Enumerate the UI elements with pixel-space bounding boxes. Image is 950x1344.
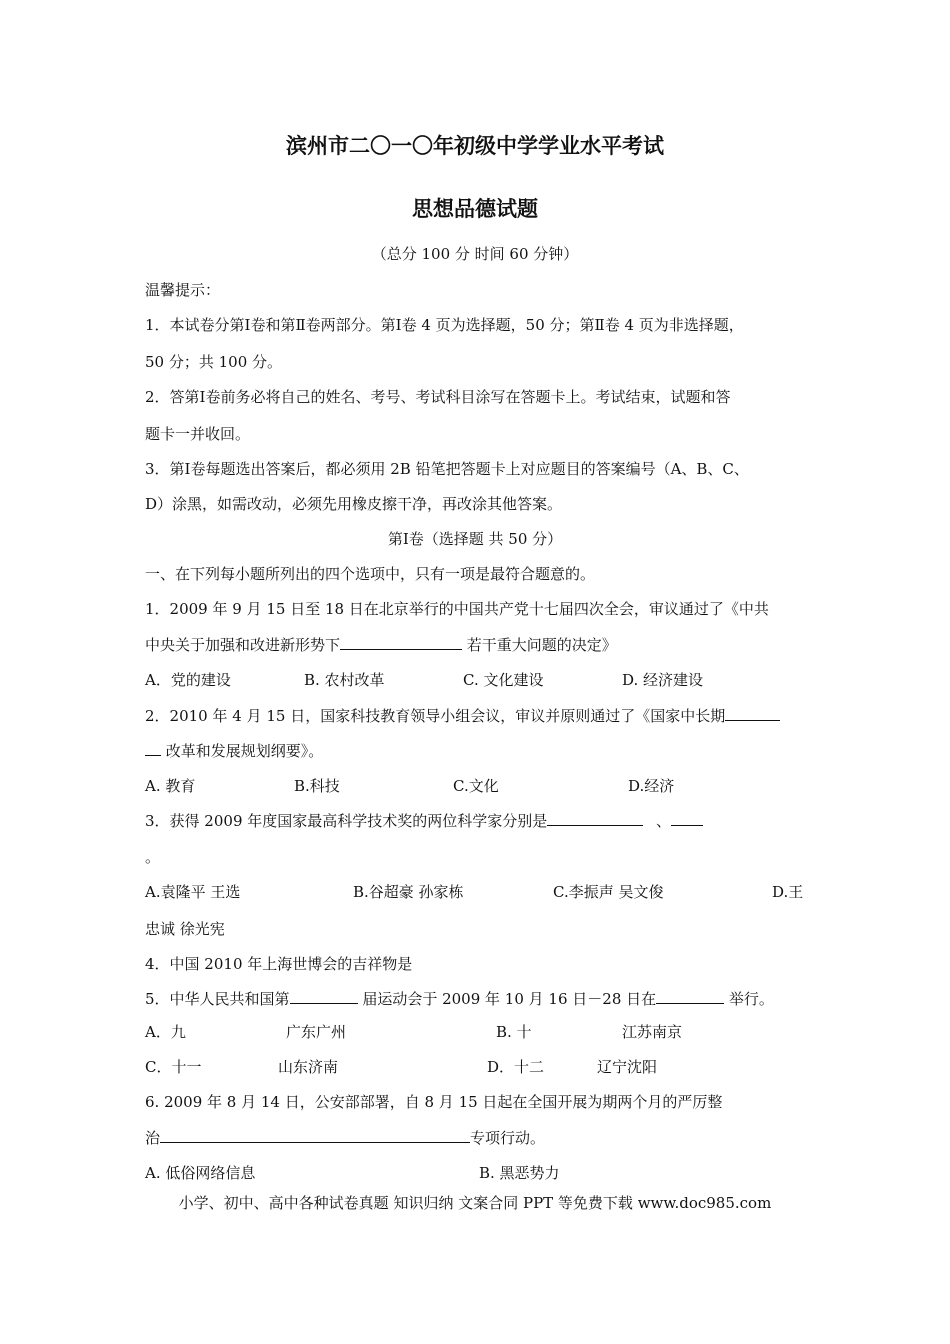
q6-stem-line-1: 6. 2009 年 8 月 14 日，公安部部署，自 8 月 15 日起在全国开展为期两个月的严厉整 bbox=[145, 1093, 723, 1111]
section-instruction: 一、在下列每小题所列出的四个选项中，只有一项是最符合题意的。 bbox=[145, 565, 596, 583]
q6-option-b: B. 黑恶势力 bbox=[479, 1164, 560, 1182]
tip-2-line-1: 2．答第Ⅰ卷前务必将自己的姓名、考号、考试科目涂写在答题卡上。考试结束，试题和答 bbox=[145, 388, 731, 406]
q1-option-a: A．党的建设 bbox=[145, 671, 231, 689]
q4-stem: 4．中国 2010 年上海世博会的吉祥物是 bbox=[145, 955, 413, 973]
q5-stem-mid: 届运动会于 2009 年 10 月 16 日－28 日在 bbox=[357, 990, 657, 1008]
q2-stem-text: 2．2010 年 4 月 15 日，国家科技教育领导小组会议，审议并原则通过了《国家中长期 bbox=[145, 707, 726, 725]
q6-blank bbox=[160, 1128, 470, 1143]
q5-stem-tail: 举行。 bbox=[724, 990, 774, 1008]
q5-option-a-place: 广东广州 bbox=[286, 1023, 347, 1041]
q3-blank-b bbox=[671, 811, 703, 826]
q3-option-d-cont: 忠诚 徐光宪 bbox=[145, 920, 225, 938]
q6-stem-tail: 专项行动。 bbox=[470, 1129, 546, 1147]
tip-3-line-2: D）涂黑，如需改动，必须先用橡皮擦干净，再改涂其他答案。 bbox=[145, 495, 563, 513]
tip-1-line-2: 50 分；共 100 分。 bbox=[145, 353, 283, 371]
q1-stem-text: 中央关于加强和改进新形势下 bbox=[145, 636, 341, 654]
q2-option-b: B.科技 bbox=[294, 777, 340, 795]
q5-option-c: C．十一 bbox=[145, 1058, 202, 1076]
q5-option-d-place: 辽宁沈阳 bbox=[597, 1058, 658, 1076]
q5-option-a: A．九 bbox=[145, 1023, 186, 1041]
q3-option-c: C.李振声 吴文俊 bbox=[553, 883, 664, 901]
q1-stem-tail: 若干重大问题的决定》 bbox=[462, 636, 617, 654]
q1-option-c: C. 文化建设 bbox=[463, 671, 544, 689]
q2-stem-line-1 bbox=[145, 706, 780, 726]
q6-stem-line-2 bbox=[145, 1128, 545, 1148]
q1-option-b: B. 农村改革 bbox=[304, 671, 385, 689]
q1-stem-line-1: 1．2009 年 9 月 15 日至 18 日在北京举行的中国共产党十七届四次全会，审议通过了《中共 bbox=[145, 600, 769, 618]
q3-option-d-start: D.王 bbox=[772, 883, 804, 901]
section-heading: 第Ⅰ卷（选择题 共 50 分） bbox=[387, 530, 563, 548]
q5-blank-b bbox=[656, 989, 724, 1004]
q5-option-c-place: 山东济南 bbox=[278, 1058, 339, 1076]
q3-period: 。 bbox=[145, 848, 161, 866]
q2-option-a: A. 教育 bbox=[145, 777, 196, 795]
q2-blank-b bbox=[145, 741, 161, 756]
q2-blank-a bbox=[725, 706, 780, 721]
q5-option-d: D．十二 bbox=[487, 1058, 545, 1076]
exam-subtitle: 思想品德试题 bbox=[412, 197, 538, 221]
exam-title: 滨州市二〇一〇年初级中学学业水平考试 bbox=[286, 134, 664, 158]
q1-stem-line-2 bbox=[145, 635, 617, 655]
q1-option-d: D. 经济建设 bbox=[622, 671, 704, 689]
tip-2-line-2: 题卡一并收回。 bbox=[145, 425, 251, 443]
q3-stem-text: 3．获得 2009 年度国家最高科学技术奖的两位科学家分别是 bbox=[145, 812, 548, 830]
q3-blank-a bbox=[547, 811, 643, 826]
exam-meta: （总分 100 分 时间 60 分钟） bbox=[371, 245, 579, 263]
q3-option-a: A.袁隆平 王选 bbox=[145, 883, 241, 901]
q3-option-b: B.谷超豪 孙家栋 bbox=[353, 883, 464, 901]
q5-stem-text: 5．中华人民共和国第 bbox=[145, 990, 290, 1008]
tip-3-line-1: 3．第Ⅰ卷每题选出答案后，都必须用 2B 铅笔把答题卡上对应题目的答案编号（A、B、C、 bbox=[145, 460, 749, 478]
tip-1-line-1: 1．本试卷分第Ⅰ卷和第Ⅱ卷两部分。第Ⅰ卷 4 页为选择题，50 分；第Ⅱ卷 4 页为非选择题， bbox=[145, 316, 744, 334]
q2-option-c: C.文化 bbox=[453, 777, 499, 795]
q3-separator: 、 bbox=[651, 812, 672, 830]
q1-blank bbox=[340, 635, 462, 650]
tips-heading: 温馨提示： bbox=[145, 281, 221, 299]
q2-stem-line-2 bbox=[145, 741, 323, 761]
q6-stem-text: 治 bbox=[145, 1129, 161, 1147]
q3-stem-line-1 bbox=[145, 811, 703, 831]
footer-text: 小学、初中、高中各种试卷真题 知识归纳 文案合同 PPT 等免费下载 www.doc985.com bbox=[178, 1194, 772, 1212]
q5-option-b: B. 十 bbox=[496, 1023, 532, 1041]
q2-option-d: D.经济 bbox=[628, 777, 675, 795]
q6-option-a: A. 低俗网络信息 bbox=[145, 1164, 256, 1182]
q5-option-b-place: 江苏南京 bbox=[622, 1023, 683, 1041]
q5-stem bbox=[145, 989, 774, 1009]
q5-blank-a bbox=[290, 989, 358, 1004]
q2-stem-tail: 改革和发展规划纲要》。 bbox=[161, 742, 324, 760]
